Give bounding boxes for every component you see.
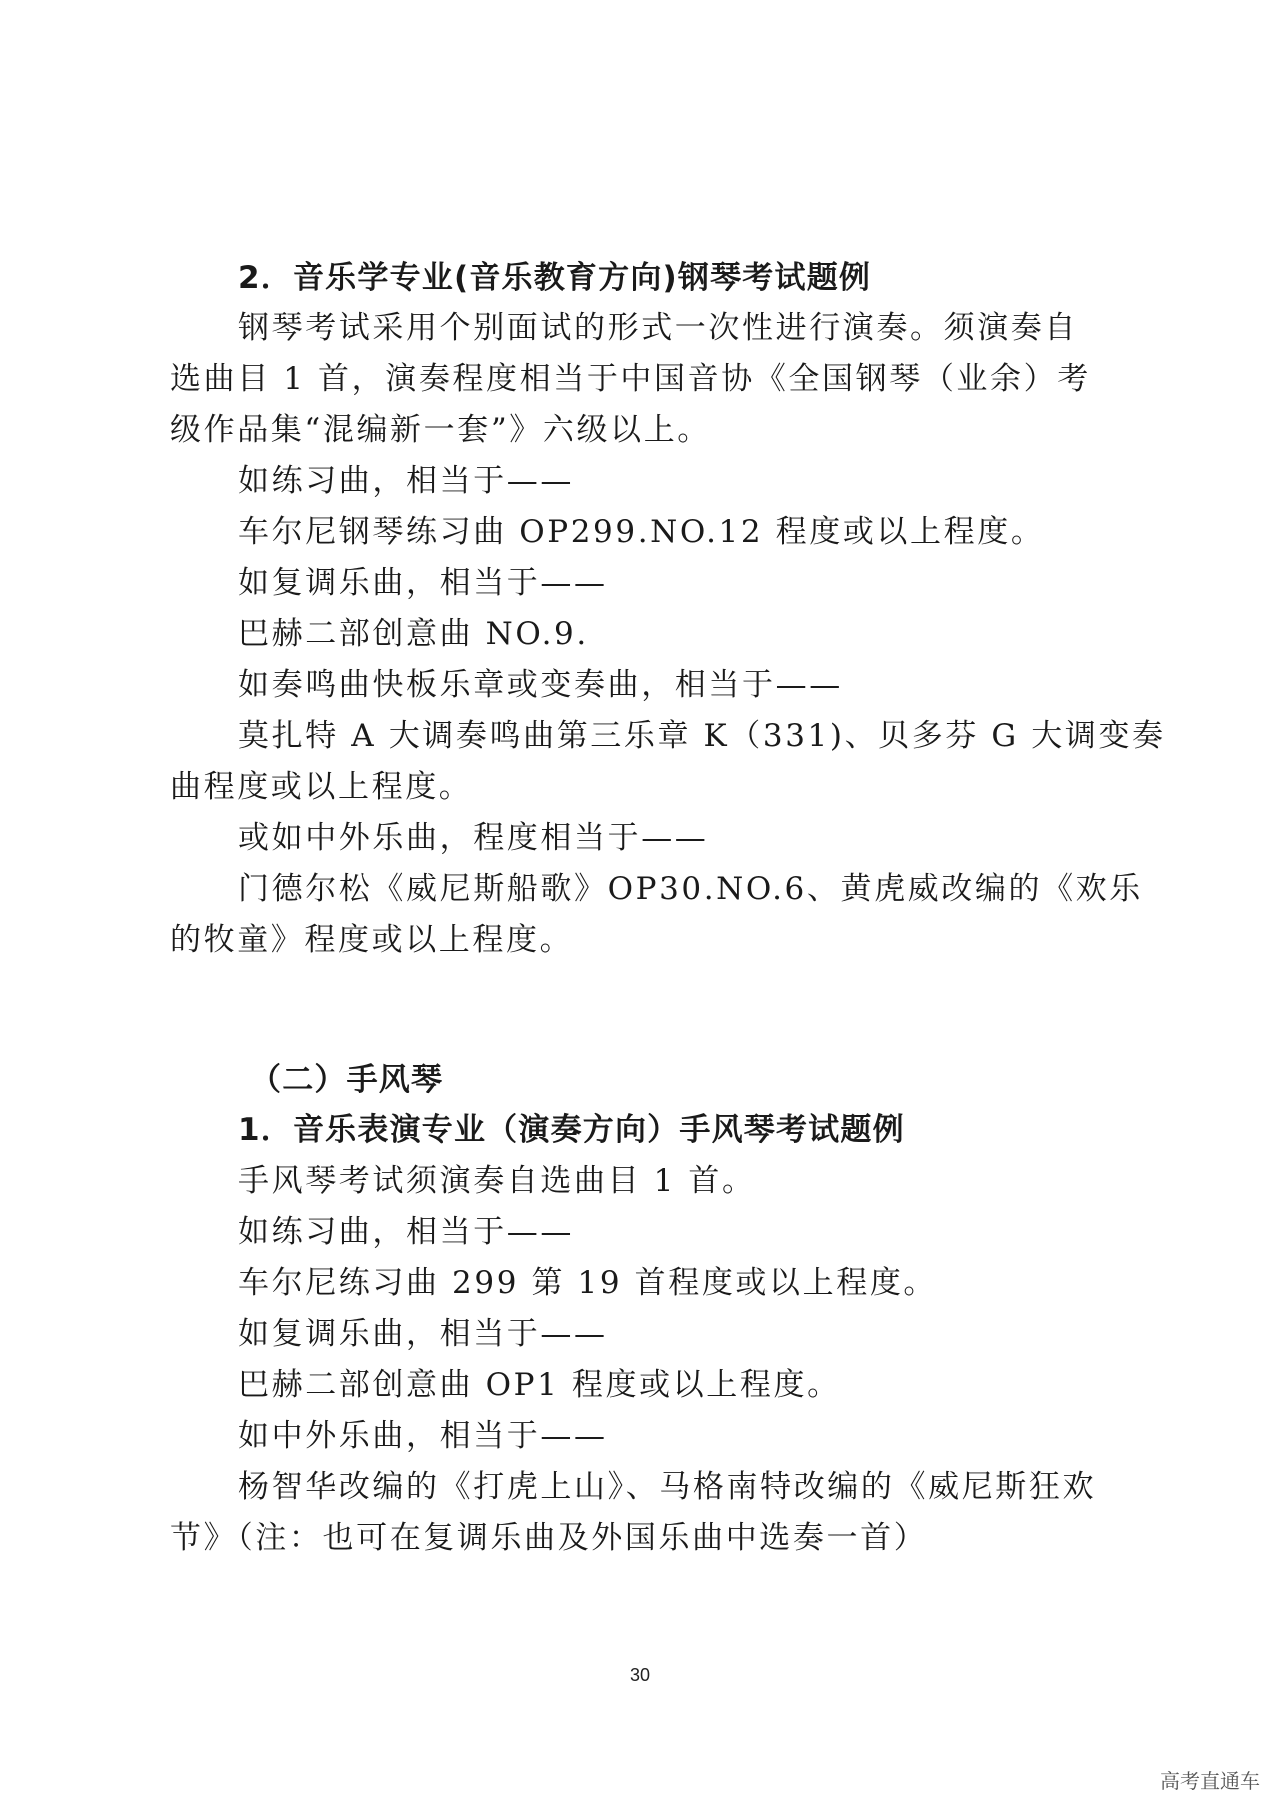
paragraph-line: 巴赫二部创意曲 NO.9. <box>238 616 589 652</box>
paragraph-line: 节》（注：也可在复调乐曲及外国乐曲中选奏一首） <box>170 1520 928 1556</box>
section-title-accordion: （二）手风琴 <box>250 1062 444 1098</box>
paragraph-line: 杨智华改编的《打虎上山》、马格南特改编的《威尼斯狂欢 <box>238 1469 1097 1505</box>
paragraph-line: 选曲目 1 首，演奏程度相当于中国音协《全国钢琴（业余）考 <box>170 361 1091 397</box>
paragraph-line: 巴赫二部创意曲 OP1 程度或以上程度。 <box>238 1367 841 1403</box>
paragraph-line: 如练习曲，相当于—— <box>238 1214 574 1250</box>
page-number: 30 <box>629 1665 651 1685</box>
paragraph-line: 手风琴考试须演奏自选曲目 1 首。 <box>238 1163 756 1199</box>
section-heading-piano: 2．音乐学专业(音乐教育方向)钢琴考试题例 <box>238 260 872 296</box>
paragraph-line: 如复调乐曲，相当于—— <box>238 565 608 601</box>
section-heading-accordion: 1．音乐表演专业（演奏方向）手风琴考试题例 <box>238 1112 905 1148</box>
paragraph-line: 门德尔松《威尼斯船歌》OP30.NO.6、黄虎威改编的《欢乐 <box>238 871 1143 907</box>
paragraph-line: 如复调乐曲，相当于—— <box>238 1316 608 1352</box>
paragraph-line: 或如中外乐曲，程度相当于—— <box>238 820 709 856</box>
paragraph-line: 莫扎特 A 大调奏鸣曲第三乐章 K（331)、贝多芬 G 大调变奏 <box>238 718 1166 754</box>
paragraph-line: 如中外乐曲，相当于—— <box>238 1418 608 1454</box>
paragraph-line: 车尔尼钢琴练习曲 OP299.NO.12 程度或以上程度。 <box>238 514 1045 550</box>
paragraph-line: 如奏鸣曲快板乐章或变奏曲，相当于—— <box>238 667 843 703</box>
paragraph-line: 如练习曲，相当于—— <box>238 463 574 499</box>
paragraph-line: 钢琴考试采用个别面试的形式一次性进行演奏。须演奏自 <box>238 310 1078 346</box>
paragraph-line: 曲程度或以上程度。 <box>170 769 473 805</box>
paragraph-line: 车尔尼练习曲 299 第 19 首程度或以上程度。 <box>238 1265 938 1301</box>
paragraph-line: 级作品集“混编新一套”》六级以上。 <box>170 412 711 448</box>
watermark: 高考直通车 <box>1160 1769 1260 1793</box>
paragraph-line: 的牧童》程度或以上程度。 <box>170 922 574 958</box>
